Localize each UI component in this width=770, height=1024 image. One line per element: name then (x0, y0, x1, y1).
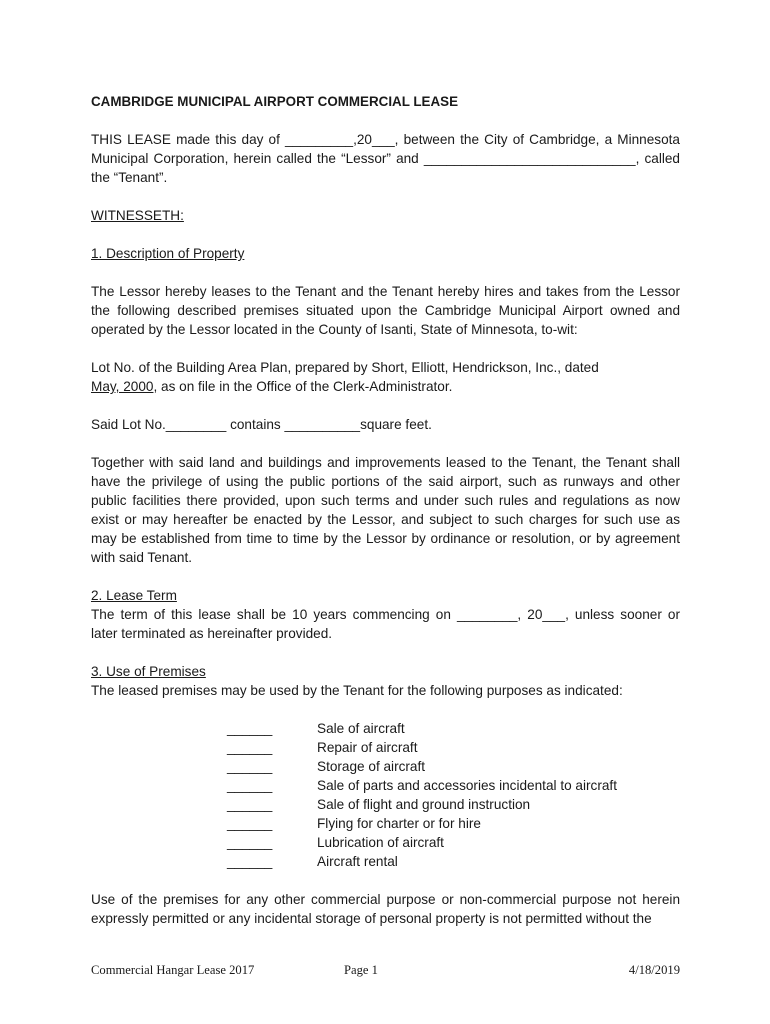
section-1-paragraph: The Lessor hereby leases to the Tenant and the Tenant hereby hires and takes from the Lessor the following described premises situated upon the Cambridge Municipal Airport owned and operated by the Lessor located in the County of Isanti, State of Minnesota, to-wit: (91, 284, 680, 337)
section-3-intro: The leased premises may be used by the Tenant for the following purposes as indicated: (91, 683, 623, 698)
lease-term-line-2: later terminated as hereinafter provided. (91, 626, 333, 641)
page-footer (91, 963, 680, 981)
purpose-list (91, 719, 680, 871)
purpose-blank[interactable]: ______ (227, 816, 273, 831)
purpose-item (91, 795, 680, 814)
purpose-label: Storage of aircraft (317, 759, 426, 774)
lot-date: May, 2000 (91, 379, 154, 394)
purpose-item (91, 738, 680, 757)
section-1-heading: 1. Description of Property (91, 246, 245, 261)
lot-description (91, 358, 680, 396)
section-3-closing: Use of the premises for any other commercial purpose or non-commercial purpose not herein expressly permitted or any incidental storage of personal property is not permitted without the (91, 892, 680, 926)
said-lot-line: Said Lot No.________ contains __________square feet. (91, 417, 432, 432)
section-3 (91, 662, 680, 700)
purpose-label: Sale of parts and accessories incidental to aircraft (317, 778, 617, 793)
purpose-item (91, 833, 680, 852)
purpose-blank[interactable]: ______ (227, 759, 273, 774)
purpose-label: Sale of flight and ground instruction (317, 797, 531, 812)
lease-term-line-1: The term of this lease shall be 10 years commencing on ________, 20___, unless sooner or (91, 607, 680, 622)
document-body (91, 92, 680, 947)
section-1-privileges-paragraph: Together with said land and buildings and improvements leased to the Tenant, the Tenant shall have the privilege of using the public portions of the said airport, such as runways and other public facilities there provided, upon such terms and under such rules and regulations as now exist or may hereafter be enacted by the Lessor, and subject to such charges for such use as may be established from time to time by the Lessor by ordinance or resolution, or by agreement with said Tenant. (91, 455, 680, 565)
purpose-item (91, 757, 680, 776)
purpose-label: Sale of aircraft (317, 721, 405, 736)
section-3-heading: 3. Use of Premises (91, 664, 206, 679)
section-2-heading: 2. Lease Term (91, 588, 177, 603)
purpose-item (91, 814, 680, 833)
purpose-blank[interactable]: ______ (227, 835, 273, 850)
purpose-item (91, 719, 680, 738)
section-2 (91, 586, 680, 643)
document-title: CAMBRIDGE MUNICIPAL AIRPORT COMMERCIAL LEASE (91, 94, 459, 109)
purpose-item (91, 776, 680, 795)
footer-page-number: Page 1 (344, 963, 378, 977)
purpose-item (91, 852, 680, 871)
purpose-blank[interactable]: ______ (227, 778, 273, 793)
footer-document-name: Commercial Hangar Lease 2017 (91, 963, 255, 977)
lot-line-2: , as on file in the Office of the Clerk-Administrator. (153, 379, 453, 394)
purpose-blank[interactable]: ______ (227, 797, 273, 812)
purpose-label: Flying for charter or for hire (317, 816, 481, 831)
purpose-blank[interactable]: ______ (227, 740, 273, 755)
purpose-label: Aircraft rental (317, 854, 398, 869)
witnesseth-heading: WITNESSETH: (91, 208, 184, 223)
purpose-label: Lubrication of aircraft (317, 835, 444, 850)
lot-line-1: Lot No. of the Building Area Plan, prepared by Short, Elliott, Hendrickson, Inc., dated (91, 360, 599, 375)
purpose-blank[interactable]: ______ (227, 721, 273, 736)
intro-paragraph: THIS LEASE made this day of _________,20___, between the City of Cambridge, a Minnesota Municipal Corporation, herein called the “Lessor” and ____________________________, called the “Tenant”. (91, 132, 680, 185)
purpose-blank[interactable]: ______ (227, 854, 273, 869)
footer-date: 4/18/2019 (628, 963, 680, 977)
purpose-label: Repair of aircraft (317, 740, 418, 755)
